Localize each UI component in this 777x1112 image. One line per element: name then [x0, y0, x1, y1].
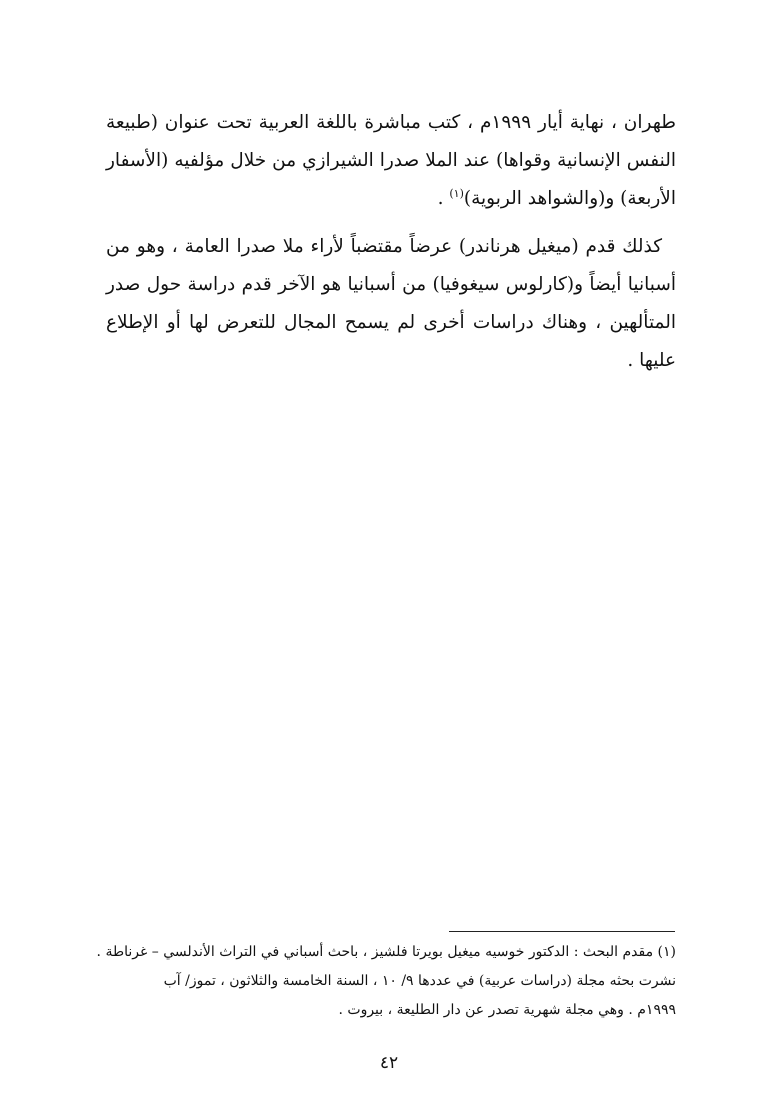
paragraph-2-text: كذلك قدم (ميغيل هرناندر) عرضاً مقتضباً لأراء ملا صدرا العامة ، وهو من أسبانيا أيضاً و(كارلوس سيغوفيا) من أسبانيا هو الآخر قدم دراسة حول صدر المتألهين ، وهناك دراسات أخرى لم يسمح المجال للتعرض لها أو الإطلاع عليها . [106, 236, 676, 371]
footnote-line-2: نشرت بحثه مجلة (دراسات عربية) في عددها ٩/ ١٠ ، السنة الخامسة والثلاثون ، تموز/ آب [163, 973, 676, 989]
footnote-divider [449, 931, 675, 932]
footnote-line-3: ١٩٩٩م . وهي مجلة شهرية تصدر عن دار الطليعة ، بيروت . [338, 1002, 676, 1018]
paragraph-1-end-punctuation: . [437, 188, 450, 209]
footnote-line-1: (١) مقدم البحث : الدكتور خوسيه ميغيل بويرتا فلشيز ، باحث أسباني في التراث الأندلسي – غرناطة . [96, 944, 676, 960]
main-text-body [106, 104, 676, 380]
footnote-reference: (١) [449, 186, 464, 200]
paragraph-2 [106, 228, 676, 380]
paragraph-1-text: طهران ، نهاية أيار ١٩٩٩م ، كتب مباشرة باللغة العربية تحت عنوان (طبيعة النفس الإنسانية وقواها) عند الملا صدرا الشيرازي من خلال مؤلفيه (الأسفار الأربعة) و(والشواهد الربوية) [106, 112, 676, 209]
page-number: ٤٢ [379, 1053, 399, 1073]
paragraph-1 [106, 104, 676, 218]
footnotes-section [96, 938, 676, 1025]
